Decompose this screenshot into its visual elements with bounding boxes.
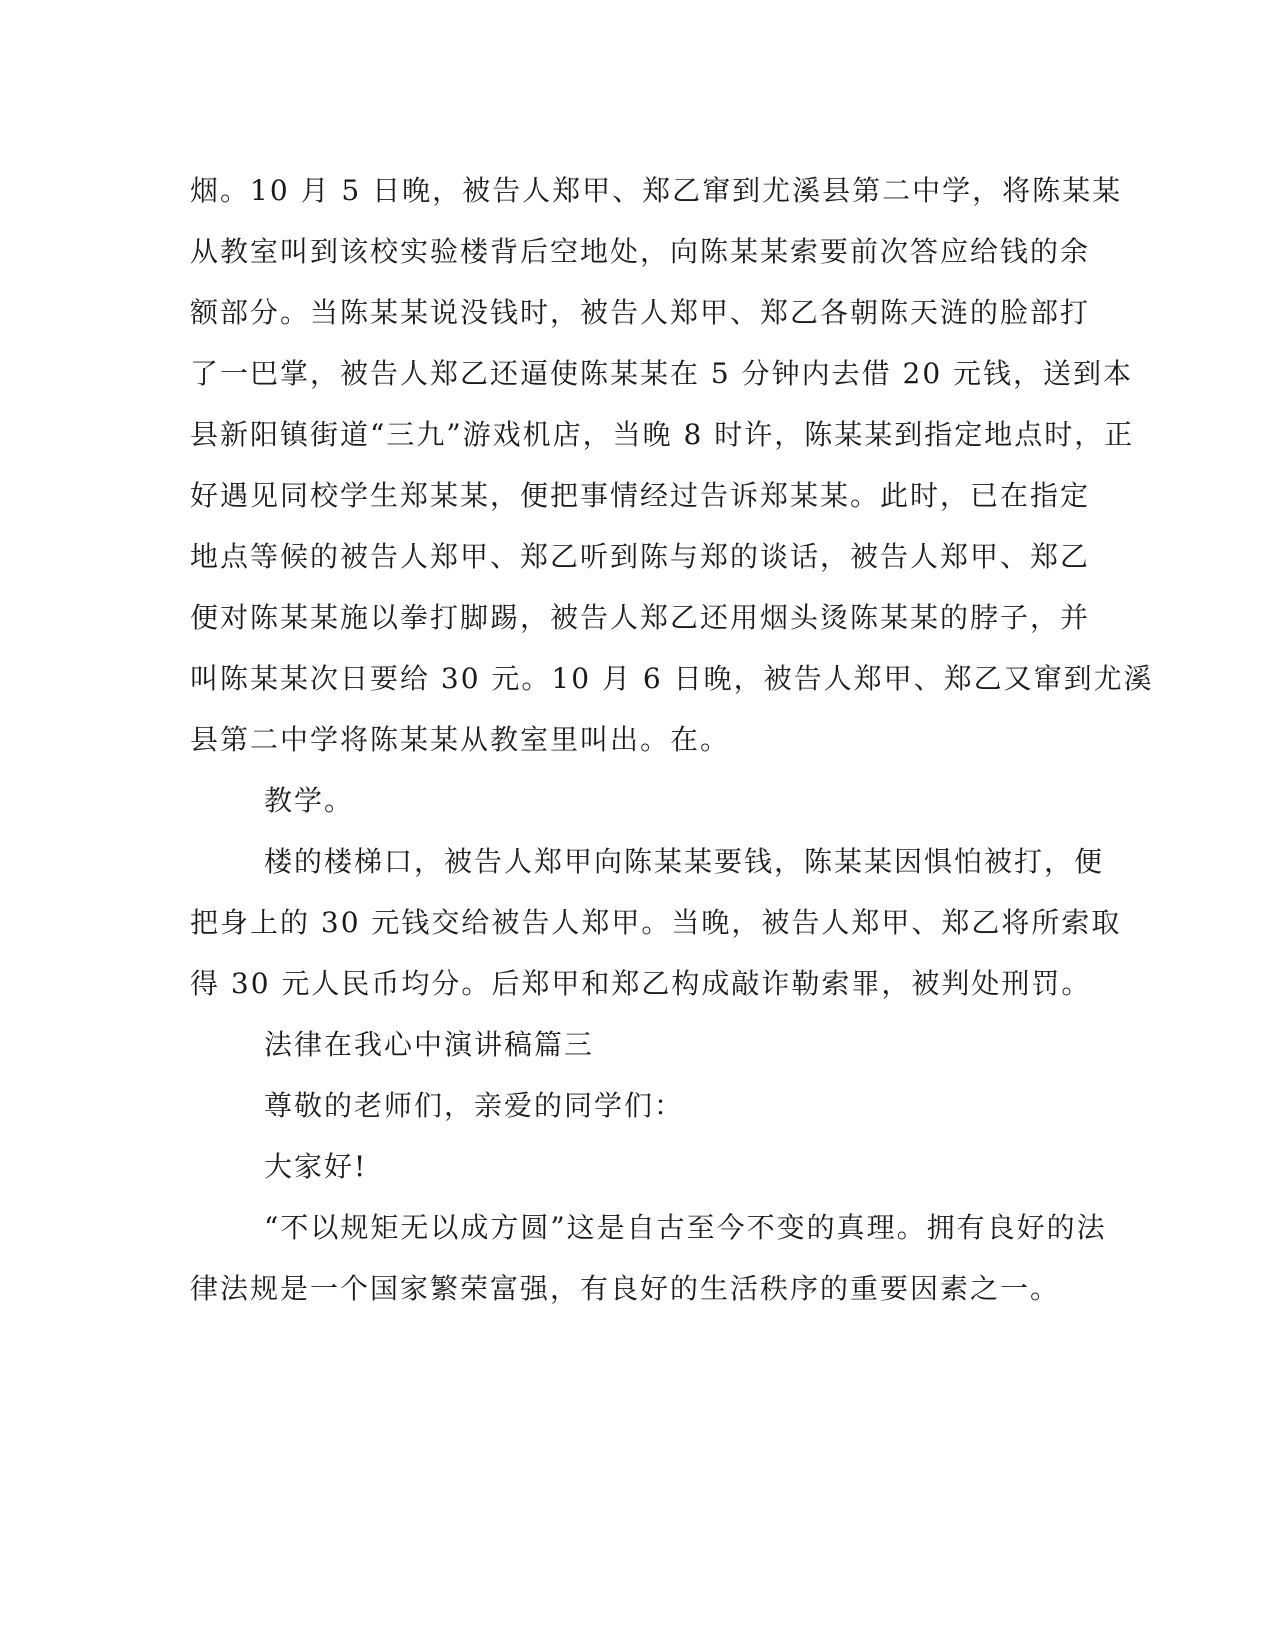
text-line: 了一巴掌，被告人郑乙还逼使陈某某在 5 分钟内去借 20 元钱，送到本 bbox=[190, 357, 1134, 390]
text-line: 好遇见同校学生郑某某，便把事情经过告诉郑某某。此时，已在指定 bbox=[190, 479, 1091, 512]
text-line: 得 30 元人民币均分。后郑甲和郑乙构成敲诈勒索罪，被判处刑罚。 bbox=[190, 967, 1092, 1000]
text-line: 楼的楼梯口，被告人郑甲向陈某某要钱，陈某某因惧怕被打，便 bbox=[264, 845, 1105, 878]
paragraph-salutation bbox=[190, 1075, 1080, 1136]
text-line: 教学。 bbox=[264, 784, 355, 817]
text-line: 便对陈某某施以拳打脚踢，被告人郑乙还用烟头烫陈某某的脖子，并 bbox=[190, 601, 1091, 634]
document-body bbox=[190, 160, 1154, 1319]
paragraph-teaching bbox=[190, 770, 1080, 831]
heading-line: 法律在我心中演讲稿篇三 bbox=[264, 1028, 595, 1061]
text-line: 大家好! bbox=[264, 1150, 368, 1183]
text-line: 县第二中学将陈某某从教室里叫出。在。 bbox=[190, 723, 731, 756]
section-heading bbox=[190, 1014, 1080, 1075]
text-line: 叫陈某某次日要给 30 元。10 月 6 日晚，被告人郑甲、郑乙又窜到尤溪 bbox=[190, 662, 1154, 695]
text-line: 烟。10 月 5 日晚，被告人郑甲、郑乙窜到尤溪县第二中学，将陈某某 bbox=[190, 174, 1123, 207]
paragraph-case-narrative bbox=[190, 160, 1154, 770]
text-line: 把身上的 30 元钱交给被告人郑甲。当晚，被告人郑甲、郑乙将所索取 bbox=[190, 906, 1122, 939]
text-line: “不以规矩无以成方圆”这是自古至今不变的真理。拥有良好的法 bbox=[264, 1211, 1107, 1244]
text-line: 额部分。当陈某某说没钱时，被告人郑甲、郑乙各朝陈天涟的脸部打 bbox=[190, 296, 1091, 329]
text-line: 尊敬的老师们，亲爱的同学们： bbox=[264, 1089, 685, 1122]
text-line: 县新阳镇街道“三九”游戏机店，当晚 8 时许，陈某某到指定地点时，正 bbox=[190, 418, 1135, 451]
text-line: 地点等候的被告人郑甲、郑乙听到陈与郑的谈话，被告人郑甲、郑乙 bbox=[190, 540, 1091, 573]
text-line: 从教室叫到该校实验楼背后空地处，向陈某某索要前次答应给钱的余 bbox=[190, 235, 1091, 268]
paragraph-greeting bbox=[190, 1136, 1080, 1197]
paragraph-opening bbox=[190, 1197, 1107, 1319]
text-line: 律法规是一个国家繁荣富强，有良好的生活秩序的重要因素之一。 bbox=[190, 1272, 1061, 1305]
paragraph-case-conclusion bbox=[190, 831, 1122, 1014]
